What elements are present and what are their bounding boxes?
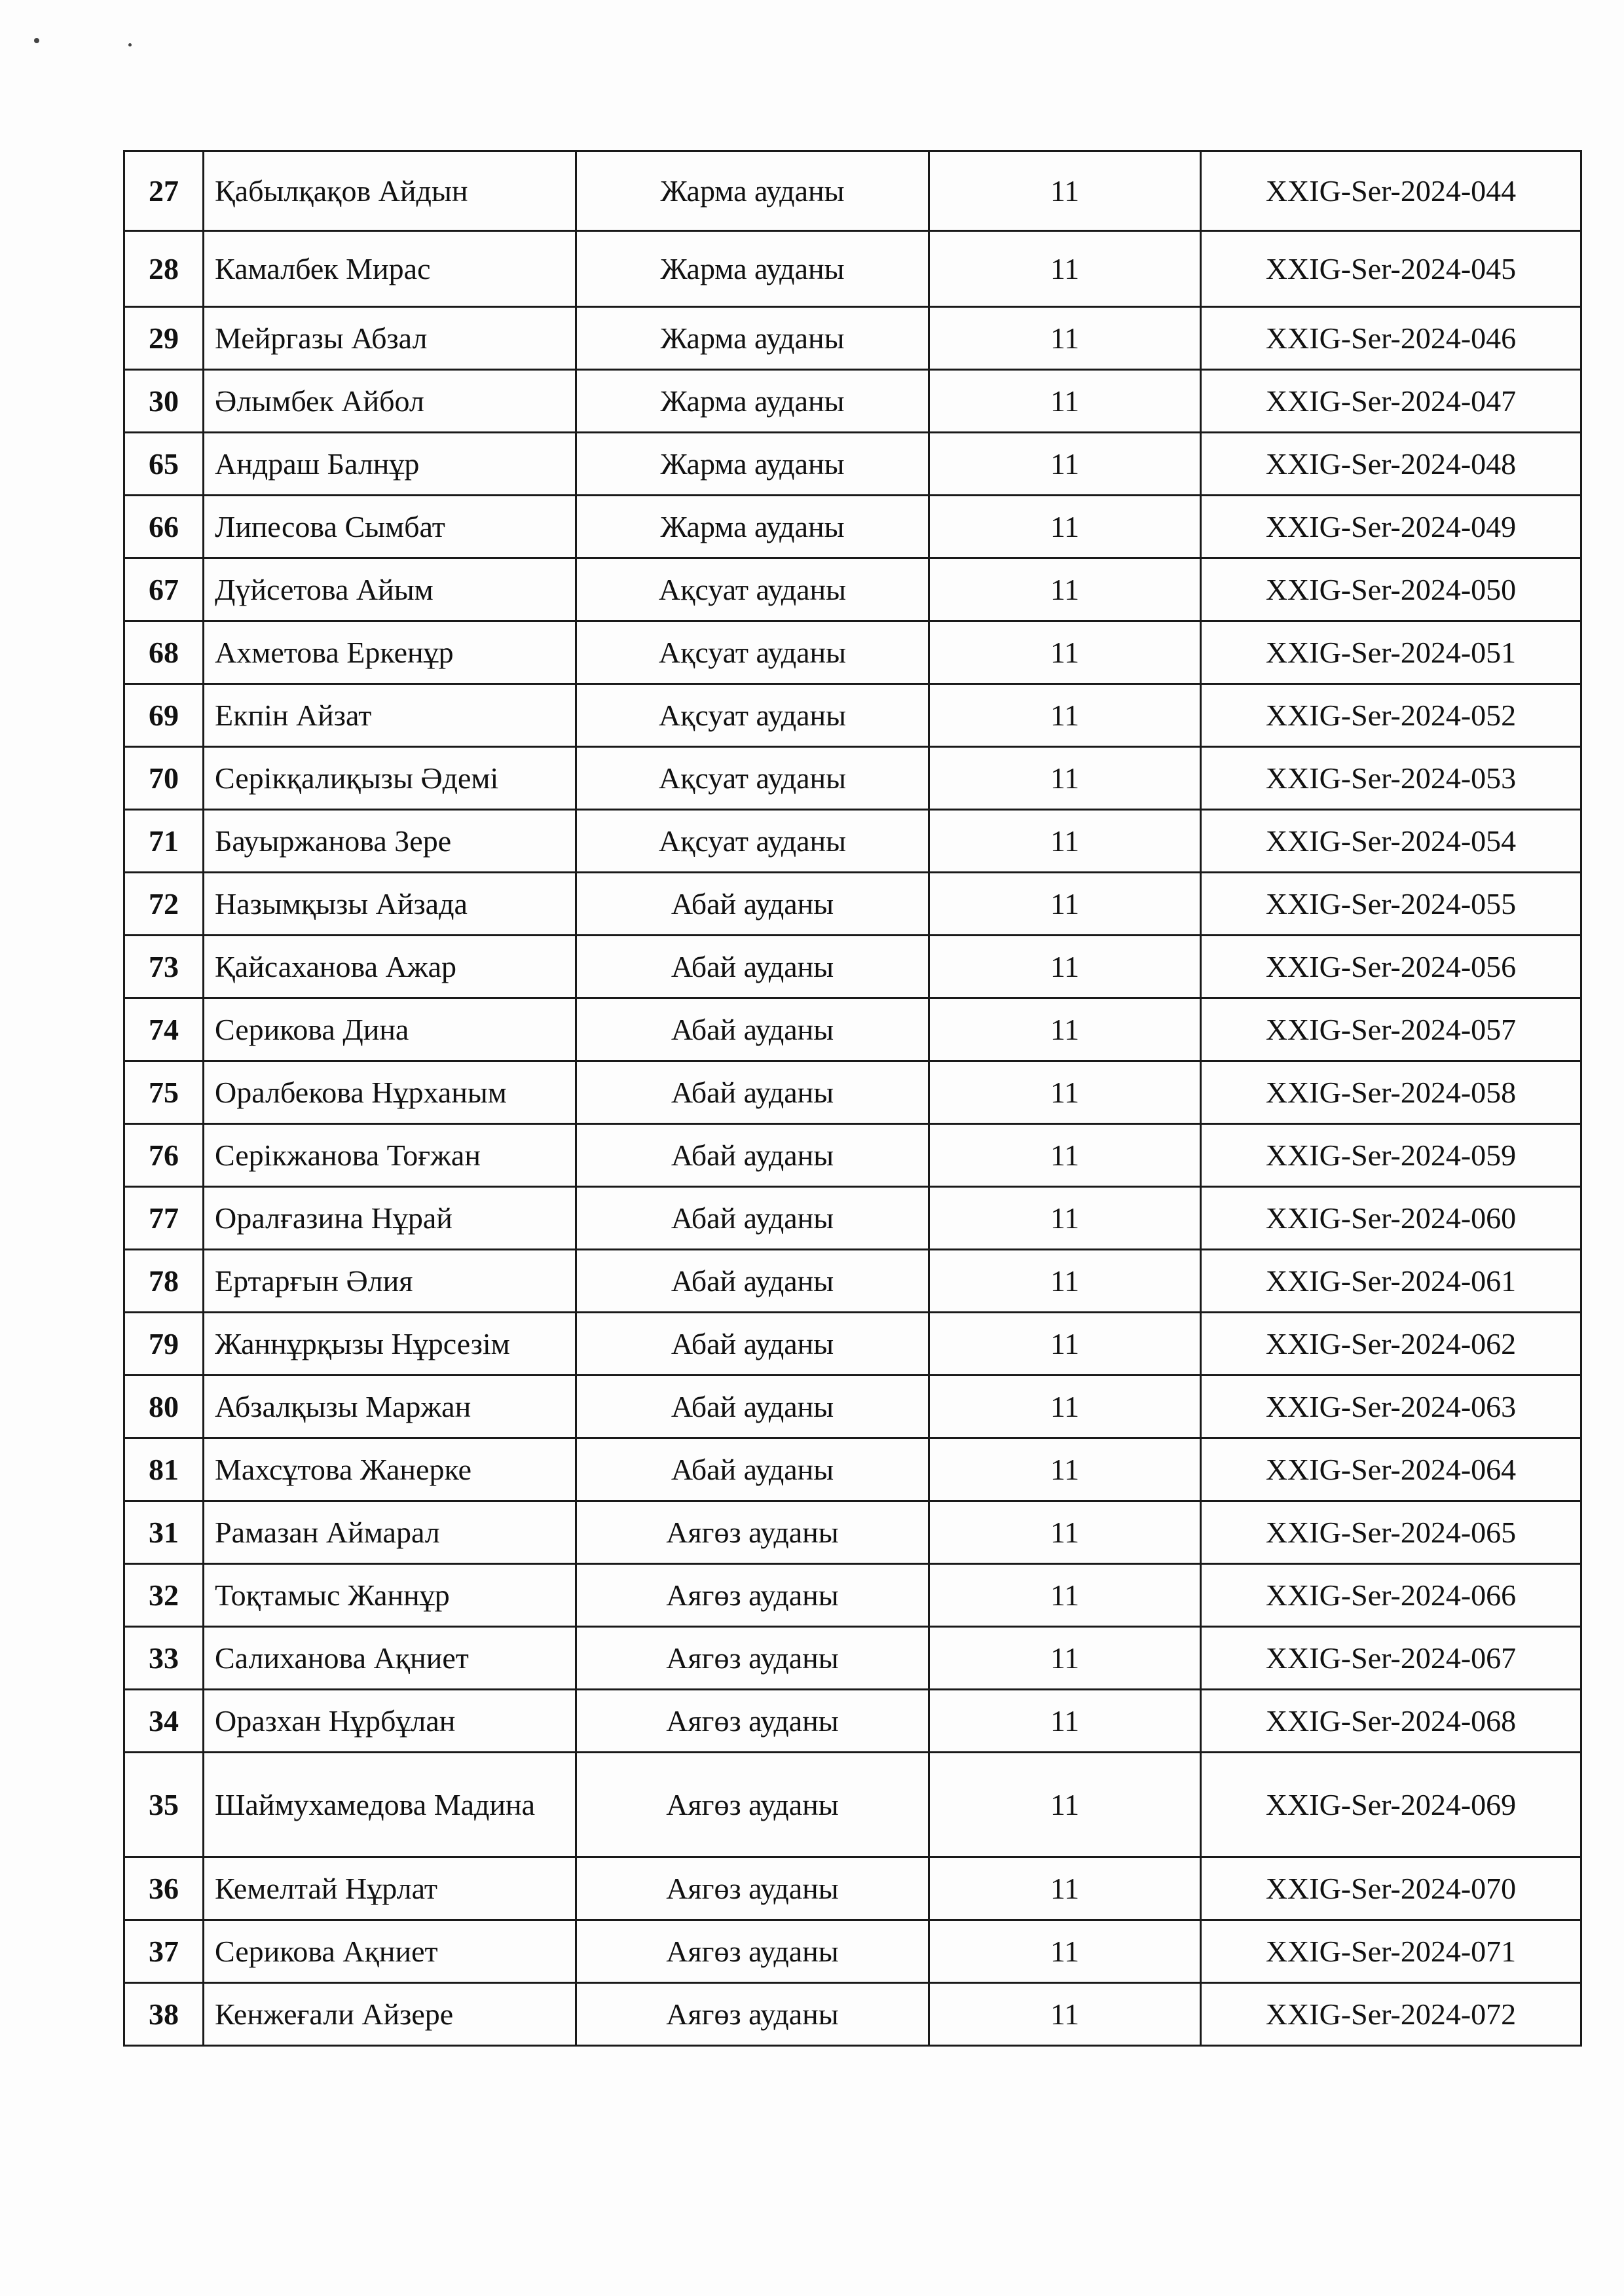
grade-cell: 11 [929, 747, 1201, 810]
row-number: 70 [124, 747, 204, 810]
participant-name: Оралбекова Нұрханым [204, 1061, 576, 1124]
grade-cell: 11 [929, 558, 1201, 621]
participant-name: Серикова Ақниет [204, 1920, 576, 1983]
grade-cell: 11 [929, 433, 1201, 496]
district-cell: Аягөз ауданы [576, 1753, 929, 1857]
grade-cell: 11 [929, 1250, 1201, 1313]
district-cell: Абай ауданы [576, 1061, 929, 1124]
table-row [124, 1501, 1581, 1564]
certificate-code: XXIG-Ser-2024-072 [1201, 1983, 1581, 2046]
row-number: 37 [124, 1920, 204, 1983]
grade-cell: 11 [929, 936, 1201, 998]
certificate-code: XXIG-Ser-2024-069 [1201, 1753, 1581, 1857]
certificate-code: XXIG-Ser-2024-045 [1201, 231, 1581, 307]
grade-cell: 11 [929, 1187, 1201, 1250]
certificate-code: XXIG-Ser-2024-054 [1201, 810, 1581, 873]
table-row [124, 810, 1581, 873]
table-row [124, 873, 1581, 936]
row-number: 76 [124, 1124, 204, 1187]
certificate-code: XXIG-Ser-2024-059 [1201, 1124, 1581, 1187]
participant-name: Серікқалиқызы Әдемі [204, 747, 576, 810]
grade-cell: 11 [929, 1124, 1201, 1187]
table-row [124, 1920, 1581, 1983]
table-row [124, 1250, 1581, 1313]
row-number: 36 [124, 1857, 204, 1920]
grade-cell: 11 [929, 496, 1201, 558]
certificate-code: XXIG-Ser-2024-056 [1201, 936, 1581, 998]
row-number: 35 [124, 1753, 204, 1857]
district-cell: Жарма ауданы [576, 433, 929, 496]
district-cell: Абай ауданы [576, 1124, 929, 1187]
participant-name: Кенжеғали Айзере [204, 1983, 576, 2046]
participant-name: Ертарғын Әлия [204, 1250, 576, 1313]
certificate-code: XXIG-Ser-2024-055 [1201, 873, 1581, 936]
certificate-code: XXIG-Ser-2024-063 [1201, 1376, 1581, 1438]
district-cell: Абай ауданы [576, 1187, 929, 1250]
row-number: 38 [124, 1983, 204, 2046]
table-row [124, 1376, 1581, 1438]
certificate-code: XXIG-Ser-2024-061 [1201, 1250, 1581, 1313]
participant-name: Екпін Айзат [204, 684, 576, 747]
table-row [124, 1690, 1581, 1753]
table-row [124, 1983, 1581, 2046]
participant-name: Абзалқызы Маржан [204, 1376, 576, 1438]
table-row [124, 307, 1581, 370]
participant-name: Ахметова Еркенұр [204, 621, 576, 684]
grade-cell: 11 [929, 307, 1201, 370]
certificate-code: XXIG-Ser-2024-047 [1201, 370, 1581, 433]
participant-name: Махсұтова Жанерке [204, 1438, 576, 1501]
row-number: 72 [124, 873, 204, 936]
row-number: 29 [124, 307, 204, 370]
row-number: 31 [124, 1501, 204, 1564]
district-cell: Ақсуат ауданы [576, 747, 929, 810]
district-cell: Аягөз ауданы [576, 1690, 929, 1753]
participant-name: Бауыржанова Зере [204, 810, 576, 873]
district-cell: Ақсуат ауданы [576, 621, 929, 684]
table-row [124, 684, 1581, 747]
district-cell: Абай ауданы [576, 1313, 929, 1376]
certificate-code: XXIG-Ser-2024-060 [1201, 1187, 1581, 1250]
grade-cell: 11 [929, 1501, 1201, 1564]
table-row [124, 370, 1581, 433]
row-number: 69 [124, 684, 204, 747]
grade-cell: 11 [929, 151, 1201, 231]
certificate-code: XXIG-Ser-2024-070 [1201, 1857, 1581, 1920]
certificate-code: XXIG-Ser-2024-065 [1201, 1501, 1581, 1564]
participant-name: Салиханова Ақниет [204, 1627, 576, 1690]
table-row [124, 1313, 1581, 1376]
participant-name: Тоқтамыс Жаннұр [204, 1564, 576, 1627]
grade-cell: 11 [929, 873, 1201, 936]
row-number: 30 [124, 370, 204, 433]
row-number: 34 [124, 1690, 204, 1753]
certificate-code: XXIG-Ser-2024-044 [1201, 151, 1581, 231]
grade-cell: 11 [929, 1627, 1201, 1690]
participant-name: Рамазан Аймарал [204, 1501, 576, 1564]
participant-name: Кемелтай Нұрлат [204, 1857, 576, 1920]
row-number: 77 [124, 1187, 204, 1250]
row-number: 66 [124, 496, 204, 558]
participant-name: Серікжанова Тоғжан [204, 1124, 576, 1187]
table-row [124, 1753, 1581, 1857]
participant-name: Назымқызы Айзада [204, 873, 576, 936]
district-cell: Жарма ауданы [576, 370, 929, 433]
grade-cell: 11 [929, 621, 1201, 684]
table-row [124, 621, 1581, 684]
certificate-code: XXIG-Ser-2024-058 [1201, 1061, 1581, 1124]
table-row [124, 1124, 1581, 1187]
participant-name: Жаннұрқызы Нұрсезім [204, 1313, 576, 1376]
grade-cell: 11 [929, 684, 1201, 747]
participant-name: Шаймухамедова Мадина [204, 1753, 576, 1857]
certificate-code: XXIG-Ser-2024-049 [1201, 496, 1581, 558]
scan-speck [34, 38, 39, 43]
participant-name: Липесова Сымбат [204, 496, 576, 558]
grade-cell: 11 [929, 1061, 1201, 1124]
district-cell: Аягөз ауданы [576, 1627, 929, 1690]
district-cell: Ақсуат ауданы [576, 558, 929, 621]
participant-name: Серикова Дина [204, 998, 576, 1061]
district-cell: Абай ауданы [576, 873, 929, 936]
row-number: 67 [124, 558, 204, 621]
row-number: 33 [124, 1627, 204, 1690]
table-row [124, 1438, 1581, 1501]
district-cell: Аягөз ауданы [576, 1920, 929, 1983]
row-number: 79 [124, 1313, 204, 1376]
grade-cell: 11 [929, 1690, 1201, 1753]
scan-speck [128, 43, 132, 46]
district-cell: Аягөз ауданы [576, 1983, 929, 2046]
certificate-code: XXIG-Ser-2024-048 [1201, 433, 1581, 496]
participant-name: Оразхан Нұрбұлан [204, 1690, 576, 1753]
table-row [124, 231, 1581, 307]
certificate-code: XXIG-Ser-2024-046 [1201, 307, 1581, 370]
certificate-code: XXIG-Ser-2024-050 [1201, 558, 1581, 621]
table-row [124, 558, 1581, 621]
row-number: 32 [124, 1564, 204, 1627]
grade-cell: 11 [929, 1753, 1201, 1857]
district-cell: Аягөз ауданы [576, 1857, 929, 1920]
grade-cell: 11 [929, 1438, 1201, 1501]
district-cell: Жарма ауданы [576, 231, 929, 307]
district-cell: Ақсуат ауданы [576, 810, 929, 873]
certificate-code: XXIG-Ser-2024-071 [1201, 1920, 1581, 1983]
row-number: 28 [124, 231, 204, 307]
participant-name: Қабылқақов Айдын [204, 151, 576, 231]
district-cell: Абай ауданы [576, 1376, 929, 1438]
participant-name: Андраш Балнұр [204, 433, 576, 496]
certificate-code: XXIG-Ser-2024-052 [1201, 684, 1581, 747]
district-cell: Жарма ауданы [576, 307, 929, 370]
table-row [124, 151, 1581, 231]
row-number: 73 [124, 936, 204, 998]
table-body [124, 151, 1581, 2046]
district-cell: Аягөз ауданы [576, 1501, 929, 1564]
row-number: 65 [124, 433, 204, 496]
row-number: 80 [124, 1376, 204, 1438]
grade-cell: 11 [929, 1376, 1201, 1438]
certificate-code: XXIG-Ser-2024-068 [1201, 1690, 1581, 1753]
district-cell: Жарма ауданы [576, 496, 929, 558]
table-row [124, 747, 1581, 810]
participants-table [123, 150, 1582, 2047]
row-number: 75 [124, 1061, 204, 1124]
district-cell: Абай ауданы [576, 936, 929, 998]
participant-name: Әлымбек Айбол [204, 370, 576, 433]
certificate-code: XXIG-Ser-2024-051 [1201, 621, 1581, 684]
participant-name: Дүйсетова Айым [204, 558, 576, 621]
row-number: 68 [124, 621, 204, 684]
grade-cell: 11 [929, 1920, 1201, 1983]
table-row [124, 433, 1581, 496]
table-row [124, 936, 1581, 998]
table-row [124, 1187, 1581, 1250]
district-cell: Абай ауданы [576, 1250, 929, 1313]
certificate-code: XXIG-Ser-2024-064 [1201, 1438, 1581, 1501]
district-cell: Аягөз ауданы [576, 1564, 929, 1627]
participant-name: Оралғазина Нұрай [204, 1187, 576, 1250]
participant-name: Мейргазы Абзал [204, 307, 576, 370]
certificate-code: XXIG-Ser-2024-057 [1201, 998, 1581, 1061]
district-cell: Абай ауданы [576, 998, 929, 1061]
grade-cell: 11 [929, 1313, 1201, 1376]
row-number: 74 [124, 998, 204, 1061]
grade-cell: 11 [929, 1564, 1201, 1627]
certificate-code: XXIG-Ser-2024-062 [1201, 1313, 1581, 1376]
table-row [124, 998, 1581, 1061]
certificate-code: XXIG-Ser-2024-053 [1201, 747, 1581, 810]
grade-cell: 11 [929, 231, 1201, 307]
grade-cell: 11 [929, 998, 1201, 1061]
grade-cell: 11 [929, 370, 1201, 433]
row-number: 81 [124, 1438, 204, 1501]
participant-name: Камалбек Мирас [204, 231, 576, 307]
grade-cell: 11 [929, 1983, 1201, 2046]
grade-cell: 11 [929, 1857, 1201, 1920]
table-row [124, 1061, 1581, 1124]
grade-cell: 11 [929, 810, 1201, 873]
district-cell: Ақсуат ауданы [576, 684, 929, 747]
row-number: 78 [124, 1250, 204, 1313]
table-row [124, 1627, 1581, 1690]
district-cell: Абай ауданы [576, 1438, 929, 1501]
table-row [124, 1857, 1581, 1920]
table-row [124, 496, 1581, 558]
row-number: 27 [124, 151, 204, 231]
row-number: 71 [124, 810, 204, 873]
participant-name: Қайсаханова Ажар [204, 936, 576, 998]
certificate-code: XXIG-Ser-2024-067 [1201, 1627, 1581, 1690]
certificate-code: XXIG-Ser-2024-066 [1201, 1564, 1581, 1627]
district-cell: Жарма ауданы [576, 151, 929, 231]
table-row [124, 1564, 1581, 1627]
